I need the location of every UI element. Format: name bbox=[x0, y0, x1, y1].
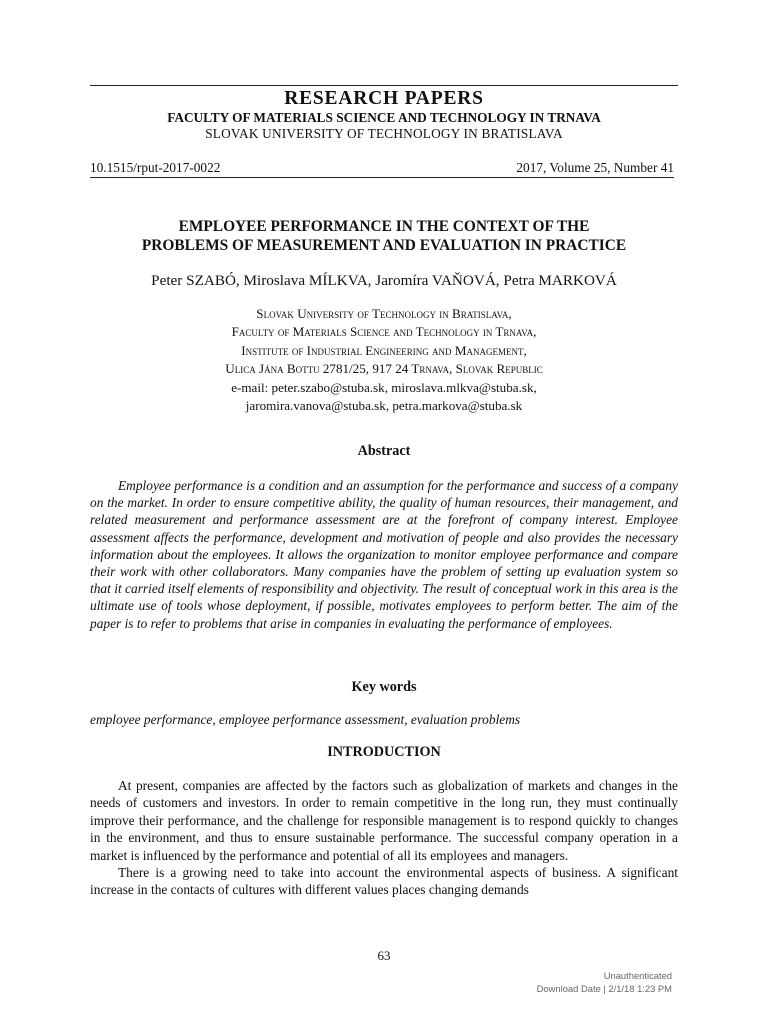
journal-title: RESEARCH PAPERS bbox=[284, 88, 484, 109]
authors: Peter SZABÓ, Miroslava MÍLKVA, Jaromíra VAŇOVÁ, Petra MARKOVÁ bbox=[151, 272, 617, 289]
paper-title-line: EMPLOYEE PERFORMANCE IN THE CONTEXT OF THE bbox=[178, 218, 590, 235]
download-date: Download Date | 2/1/18 1:23 PM bbox=[536, 982, 672, 994]
email-line: e-mail: peter.szabo@stuba.sk, miroslava.mlkva@stuba.sk, bbox=[231, 379, 537, 395]
affiliation bbox=[90, 305, 678, 415]
paper-page bbox=[90, 0, 678, 1024]
auth-status: Unauthenticated bbox=[603, 970, 672, 981]
keywords-list: employee performance, employee performance assessment, evaluation problems bbox=[90, 712, 521, 727]
email-line: jaromira.vanova@stuba.sk, petra.markova@stuba.sk bbox=[245, 398, 523, 414]
faculty-name: FACULTY OF MATERIALS SCIENCE AND TECHNOLOGY IN TRNAVA bbox=[167, 110, 601, 125]
keywords-heading: Key words bbox=[351, 679, 417, 695]
abstract-paragraph: Employee performance is a condition and an assumption for the performance and success of a company on the market. In order to ensure competitive ability, the quality of human resources, their management, and related measurement and performance assessment are at the forefront of company interest. Employee assessment affects the performance, development and motivation of people and also provides the necessary information about the employees. It allows the organization to monitor employee performance and compare their work with other collaborators. Many companies have the problem of setting up evaluation system so that it carried itself elements of responsibility and objectivity. The result of conceptual work in this area is the ultimate use of tools whose deployment, if possible, motivates employees to perform better. The aim of the paper is to refer to problems that arise in companies in evaluating the performance of employees. bbox=[90, 478, 678, 631]
introduction-body bbox=[90, 777, 678, 899]
citation-row bbox=[90, 160, 674, 178]
body-paragraph: At present, companies are affected by the factors such as globalization of markets and changes in the needs of customers and investors. In order to remain competitive in the long run, they must continually improve their performance, and the challenge for responsible management is to respond quickly to changes in the environment, and thus to ensure sustainable performance. The successful company operation in a market is influenced by the performance and potential of all its employees and managers. bbox=[90, 778, 678, 863]
introduction-heading: INTRODUCTION bbox=[327, 744, 441, 760]
paper-title-line: PROBLEMS OF MEASUREMENT AND EVALUATION IN PRACTICE bbox=[141, 237, 627, 254]
university-name: SLOVAK UNIVERSITY OF TECHNOLOGY IN BRATISLAVA bbox=[205, 126, 563, 141]
affiliation-line: Faculty of Materials Science and Technology in Trnava, bbox=[231, 324, 537, 340]
affiliation-line: Slovak University of Technology in Bratislava, bbox=[256, 306, 512, 321]
page-number: 63 bbox=[377, 948, 391, 963]
abstract-body bbox=[90, 477, 678, 632]
body-paragraph: There is a growing need to take into account the environmental aspects of business. A significant increase in the contacts of cultures with different values places changing demands bbox=[90, 865, 678, 898]
affiliation-line: Ulica Jána Bottu 2781/25, 917 24 Trnava, Slovak Republic bbox=[225, 361, 543, 377]
doi: 10.1515/rput-2017-0022 bbox=[90, 160, 221, 175]
header-rule bbox=[90, 85, 678, 86]
paper-title bbox=[90, 217, 678, 255]
affiliation-line: Institute of Industrial Engineering and Management, bbox=[241, 342, 527, 358]
download-footer bbox=[537, 970, 672, 995]
issue-info: 2017, Volume 25, Number 41 bbox=[516, 160, 674, 175]
abstract-heading: Abstract bbox=[357, 443, 411, 459]
